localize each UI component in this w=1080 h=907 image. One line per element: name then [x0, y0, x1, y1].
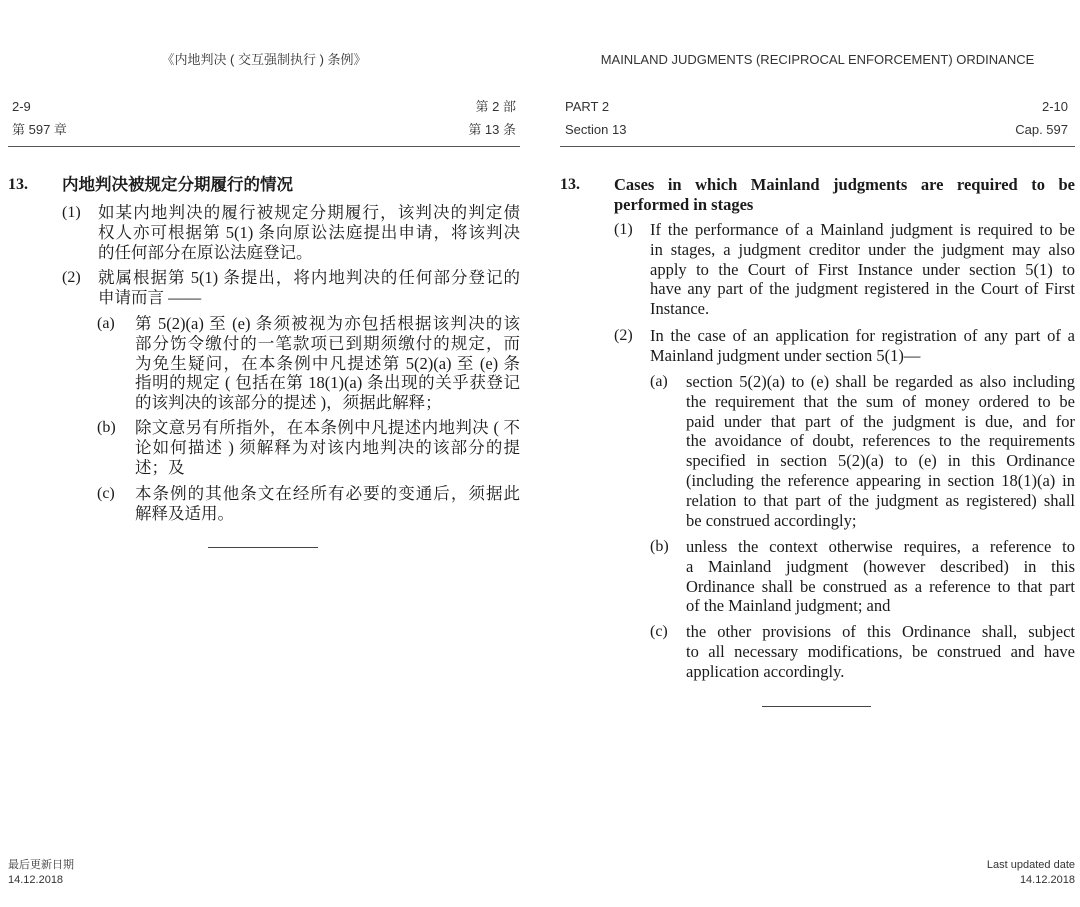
text-line: 的该判决的该部分的提述 )，须据此解释； [135, 393, 442, 413]
right-part: PART 2 [565, 99, 610, 114]
left-paragraph-c-label: (c) [97, 485, 115, 502]
right-footer-label: Last updated date [986, 859, 1075, 871]
text-line: 部分饬令缴付的一笔款项已到期须缴付的规定，而 [135, 333, 520, 353]
text-line: (including the reference appearing in section 18(1)(a) in [686, 470, 1075, 490]
text-line: Instance. [650, 299, 710, 319]
right-paragraph-c-label: (c) [650, 623, 668, 640]
text-line: 指明的规定 ( 包括在第 18(1)(a) 条出现的关乎获登记 [135, 373, 520, 393]
text-line: 申请而言 —— [98, 287, 202, 307]
left-paragraph-b [135, 418, 520, 477]
text-line: to all necessary modifications, be construed and have [686, 641, 1075, 661]
text-line: 解释及适用。 [135, 503, 234, 523]
right-paragraph-a-label: (a) [650, 373, 668, 390]
text-line: specified in section 5(2)(a) to (e) in this Ordinance [686, 451, 1075, 471]
text-line: section 5(2)(a) to (e) shall be regarded as also including [686, 372, 1075, 391]
text-line: 述；及 [135, 457, 185, 477]
left-paragraph-a-label: (a) [97, 315, 115, 332]
text-line: of the Mainland judgment; and [686, 596, 891, 616]
right-paragraph-a [686, 372, 1075, 530]
text-line: In the case of an application for registration of any part of a [650, 326, 1075, 345]
left-meta-row-1 [12, 99, 516, 115]
text-line: relation to that part of the judgment as registered) shall [686, 490, 1075, 510]
text-line: apply to the Court of First Instance under section 5(1) to [650, 259, 1075, 279]
left-subsection-1-label: (1) [62, 204, 81, 221]
right-subsection-2-label: (2) [614, 327, 633, 344]
text-line: 的任何部分在原讼法庭登记。 [98, 242, 313, 262]
text-line: the avoidance of doubt, references to the requirements [686, 431, 1075, 451]
left-section-number: 13. [8, 176, 28, 193]
left-page-number: 2-9 [12, 99, 31, 114]
english-ordinance-title: MAINLAND JUDGMENTS (RECIPROCAL ENFORCEMENT) ORDINANCE [600, 52, 1035, 67]
heading-line: 内地判决被规定分期履行的情况 [62, 175, 293, 194]
left-subsection-1 [98, 203, 520, 262]
left-section-end-rule [208, 547, 318, 548]
left-section: 第 13 条 [468, 122, 516, 137]
left-part: 第 2 部 [475, 99, 516, 114]
right-chapter: Cap. 597 [1015, 122, 1068, 137]
text-line: Mainland judgment under section 5(1)— [650, 345, 921, 365]
right-header-rule [560, 146, 1075, 147]
left-section-heading [62, 175, 520, 195]
text-line: 论如何描述 ) 须解释为对该内地判决的该部分的提 [135, 437, 520, 457]
text-line: a Mainland judgment (however described) in this [686, 556, 1075, 576]
text-line: in stages, a judgment creditor under the judgment may also [650, 239, 1075, 259]
text-line: 就属根据第 5(1) 条提出，将内地判决的任何部分登记的 [98, 268, 520, 287]
text-line: If the performance of a Mainland judgment is required to be [650, 220, 1075, 239]
text-line: application accordingly. [686, 661, 845, 681]
text-line: 除文意另有所指外，在本条例中凡提述内地判决 ( 不 [135, 418, 520, 437]
text-line: the requirement that the sum of money ordered to be [686, 391, 1075, 411]
chinese-ordinance-title: 《内地判决 ( 交互强制执行 ) 条例》 [161, 52, 367, 67]
left-paragraph-b-label: (b) [97, 419, 116, 436]
right-page-number: 2-10 [1041, 99, 1068, 114]
text-line: 权人亦可根据第 5(1) 条向原讼法庭提出申请，将该判决 [98, 222, 520, 242]
left-footer-date: 14.12.2018 [8, 874, 64, 886]
text-line: 为免生疑问，在本条例中凡提述第 5(2)(a) 至 (e) 条 [135, 353, 520, 373]
text-line: paid under that part of the judgment is due, and for [686, 411, 1075, 431]
heading-line: Cases in which Mainland judgments are required to be [614, 175, 1075, 194]
right-footer-date: 14.12.2018 [1019, 874, 1075, 886]
left-footer-label: 最后更新日期 [8, 859, 74, 871]
text-line: be construed accordingly; [686, 510, 857, 530]
text-line: unless the context otherwise requires, a reference to [686, 537, 1075, 556]
right-subsection-1 [650, 220, 1075, 319]
text-line: 本条例的其他条文在经所有必要的变通后，须据此 [135, 484, 520, 503]
left-header-rule [8, 146, 520, 147]
right-subsection-1-label: (1) [614, 221, 633, 238]
left-paragraph-a [135, 314, 520, 413]
right-meta-row-1 [565, 99, 1068, 115]
text-line: Ordinance shall be construed as a reference to that part [686, 576, 1075, 596]
left-paragraph-c [135, 484, 520, 524]
right-section-heading [614, 175, 1075, 215]
text-line: 第 5(2)(a) 至 (e) 条须被视为亦包括根据该判决的该 [135, 314, 520, 333]
left-subsection-2-label: (2) [62, 269, 81, 286]
right-subsection-2 [650, 326, 1075, 366]
right-section: Section 13 [565, 122, 627, 137]
text-line: the other provisions of this Ordinance shall, subject [686, 622, 1075, 641]
right-section-end-rule [762, 706, 871, 707]
right-section-number: 13. [560, 176, 580, 193]
right-paragraph-b-label: (b) [650, 538, 669, 555]
right-meta-row-2 [565, 122, 1068, 138]
left-chapter: 第 597 章 [12, 122, 67, 137]
left-meta-row-2 [12, 122, 516, 138]
text-line: 如某内地判决的履行被规定分期履行，该判决的判定债 [98, 203, 520, 222]
left-subsection-2 [98, 268, 520, 308]
right-paragraph-c [686, 622, 1075, 681]
heading-line: performed in stages [614, 194, 754, 214]
right-paragraph-b [686, 537, 1075, 616]
text-line: have any part of the judgment registered in the Court of First [650, 279, 1075, 299]
